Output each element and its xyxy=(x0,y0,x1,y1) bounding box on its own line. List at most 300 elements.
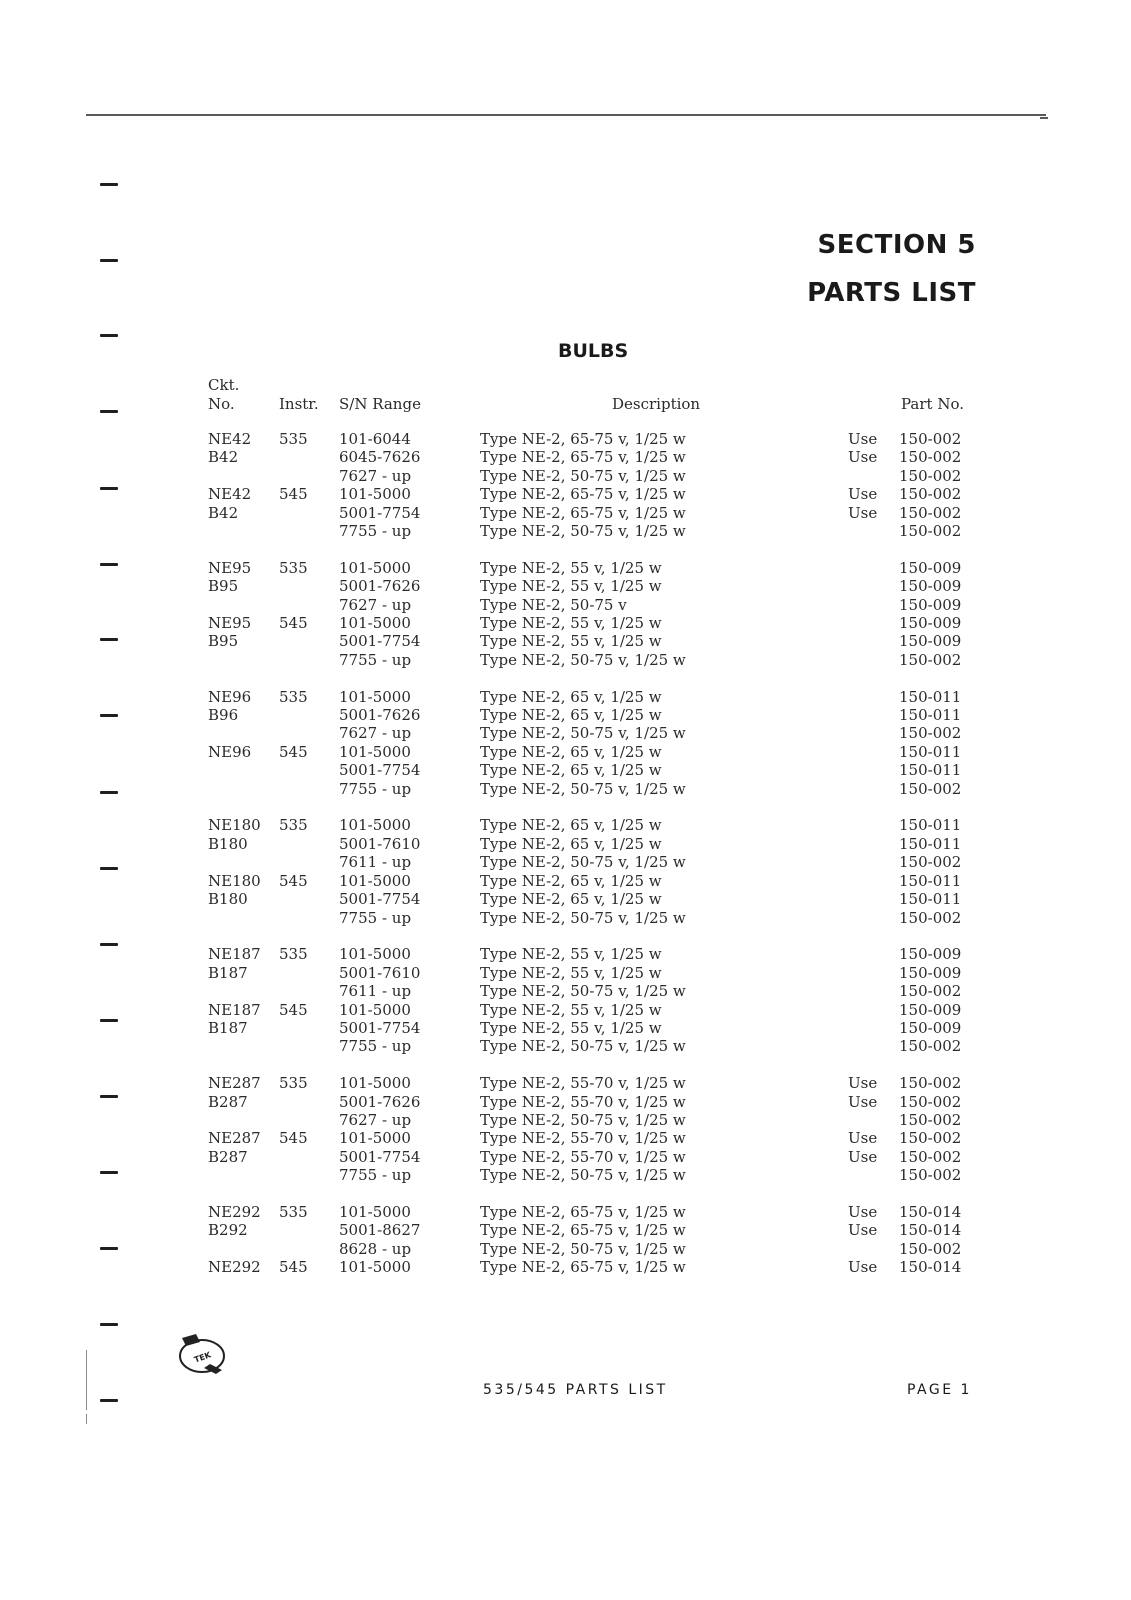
table-row xyxy=(208,1240,969,1258)
cell-part-no: 150-002 xyxy=(899,448,962,467)
table-row xyxy=(208,945,969,963)
cell-part-no: 150-002 xyxy=(899,503,962,522)
cell-sn-range: 7755 - up xyxy=(339,1037,412,1056)
cell-sn-range: 101-5000 xyxy=(339,485,411,504)
cell-part-no: 150-002 xyxy=(899,1110,962,1129)
cell-sn-range: 5001-7754 xyxy=(339,890,421,909)
cell-instr: 545 xyxy=(279,742,308,761)
cell-instr xyxy=(279,780,339,798)
table-row xyxy=(208,1019,969,1037)
cell-description: Type NE-2, 50-75 v, 1/25 w xyxy=(480,1166,686,1185)
table-row xyxy=(208,1093,969,1111)
table-row xyxy=(208,909,969,927)
cell-use: Use xyxy=(848,485,878,504)
table-row xyxy=(208,1221,969,1239)
cell-description: Type NE-2, 65-75 v, 1/25 w xyxy=(480,1258,686,1277)
cell-ckt: NE187 xyxy=(208,945,261,964)
cell-ckt xyxy=(208,596,279,614)
table-row xyxy=(208,780,969,798)
cell-ckt xyxy=(208,1037,279,1055)
cell-description: Type NE-2, 55-70 v, 1/25 w xyxy=(480,1092,686,1111)
table-row xyxy=(208,632,969,650)
cell-description: Type NE-2, 55 v, 1/25 w xyxy=(480,1000,662,1019)
table-row xyxy=(208,1074,969,1092)
group-spacer xyxy=(208,1185,969,1203)
cell-part-no: 150-002 xyxy=(899,1129,962,1148)
cell-description: Type NE-2, 55 v, 1/25 w xyxy=(480,1018,662,1037)
cell-sn-range: 7755 - up xyxy=(339,779,412,798)
cell-sn-range: 7755 - up xyxy=(339,650,412,669)
margin-mark xyxy=(100,791,118,794)
cell-sn-range: 101-5000 xyxy=(339,1258,411,1277)
cell-sn-range: 5001-7626 xyxy=(339,577,421,596)
cell-sn-range: 7611 - up xyxy=(339,853,412,872)
margin-mark xyxy=(100,1399,118,1402)
cell-instr xyxy=(279,651,339,669)
cell-ckt: B42 xyxy=(208,448,239,467)
col-description: Description xyxy=(612,395,701,413)
cell-instr: 535 xyxy=(279,687,308,706)
cell-description: Type NE-2, 65 v, 1/25 w xyxy=(480,816,662,835)
cell-use: Use xyxy=(848,503,878,522)
table-row xyxy=(208,743,969,761)
table-row xyxy=(208,982,969,1000)
cell-instr xyxy=(279,835,339,853)
cell-instr: 545 xyxy=(279,1129,308,1148)
cell-description: Type NE-2, 55 v, 1/25 w xyxy=(480,963,662,982)
cell-instr xyxy=(279,522,339,540)
cell-description: Type NE-2, 65 v, 1/25 w xyxy=(480,687,662,706)
cell-part-no: 150-002 xyxy=(899,1037,962,1056)
cell-ckt: B180 xyxy=(208,890,248,909)
cell-description: Type NE-2, 55 v, 1/25 w xyxy=(480,558,662,577)
cell-instr xyxy=(279,467,339,485)
cell-part-no: 150-011 xyxy=(899,687,962,706)
cell-sn-range: 7611 - up xyxy=(339,982,412,1001)
cell-ckt: B287 xyxy=(208,1092,248,1111)
group-spacer xyxy=(208,669,969,687)
col-ckt-line2: No. xyxy=(208,395,235,413)
table-row xyxy=(208,430,969,448)
parts-table xyxy=(208,430,969,1277)
cell-sn-range: 5001-7754 xyxy=(339,1147,421,1166)
cell-part-no: 150-002 xyxy=(899,1147,962,1166)
cell-instr xyxy=(279,1111,339,1129)
cell-part-no: 150-011 xyxy=(899,871,962,890)
cell-part-no: 150-002 xyxy=(899,982,962,1001)
table-row xyxy=(208,706,969,724)
cell-instr: 535 xyxy=(279,816,308,835)
cell-sn-range: 101-5000 xyxy=(339,1129,411,1148)
cell-use xyxy=(848,816,899,834)
cell-part-no: 150-009 xyxy=(899,577,962,596)
table-row xyxy=(208,1001,969,1019)
cell-sn-range: 101-5000 xyxy=(339,742,411,761)
cell-part-no: 150-002 xyxy=(899,430,962,448)
cell-part-no: 150-002 xyxy=(899,522,962,541)
cell-use: Use xyxy=(848,1147,878,1166)
cell-ckt xyxy=(208,1240,279,1258)
cell-ckt xyxy=(208,761,279,779)
cell-description: Type NE-2, 50-75 v, 1/25 w xyxy=(480,853,686,872)
cell-part-no: 150-009 xyxy=(899,945,962,964)
cell-ckt: B95 xyxy=(208,577,239,596)
cell-part-no: 150-009 xyxy=(899,1018,962,1037)
margin-mark xyxy=(100,867,118,870)
table-row xyxy=(208,651,969,669)
cell-use xyxy=(848,632,899,650)
cell-use xyxy=(848,614,899,632)
table-row xyxy=(208,614,969,632)
cell-instr xyxy=(279,1093,339,1111)
cell-description: Type NE-2, 55 v, 1/25 w xyxy=(480,945,662,964)
table-row xyxy=(208,559,969,577)
cell-description: Type NE-2, 65 v, 1/25 w xyxy=(480,742,662,761)
group-spacer xyxy=(208,540,969,558)
cell-ckt xyxy=(208,467,279,485)
cell-instr xyxy=(279,724,339,742)
cell-ckt: B187 xyxy=(208,963,248,982)
margin-mark xyxy=(100,1247,118,1250)
cell-sn-range: 5001-7754 xyxy=(339,632,421,651)
table-row xyxy=(208,596,969,614)
margin-mark xyxy=(100,487,118,490)
cell-ckt: NE96 xyxy=(208,687,252,706)
cell-ckt: NE95 xyxy=(208,558,252,577)
table-row xyxy=(208,1111,969,1129)
col-ckt-line1: Ckt. xyxy=(208,376,240,394)
cell-description: Type NE-2, 65-75 v, 1/25 w xyxy=(480,1202,686,1221)
page-title: PARTS LIST xyxy=(807,278,976,308)
cell-instr xyxy=(279,706,339,724)
cell-sn-range: 7627 - up xyxy=(339,1110,412,1129)
group-spacer xyxy=(208,1056,969,1074)
cell-instr: 535 xyxy=(279,430,308,448)
margin-mark xyxy=(100,183,118,186)
cell-use xyxy=(848,1019,899,1037)
cell-use: Use xyxy=(848,1092,878,1111)
cell-ckt: B180 xyxy=(208,834,248,853)
cell-ckt: B292 xyxy=(208,1221,248,1240)
margin-mark xyxy=(100,410,118,413)
cell-ckt: NE42 xyxy=(208,430,252,448)
cell-part-no: 150-009 xyxy=(899,614,962,633)
cell-use xyxy=(848,835,899,853)
margin-mark xyxy=(100,638,118,641)
cell-part-no: 150-002 xyxy=(899,1166,962,1185)
cell-instr xyxy=(279,890,339,908)
cell-instr xyxy=(279,448,339,466)
col-sn-range: S/N Range xyxy=(339,395,421,413)
cell-sn-range: 5001-7754 xyxy=(339,761,421,780)
tektronix-logo-icon xyxy=(176,1330,228,1378)
footer-title: 535/545 PARTS LIST xyxy=(483,1382,668,1398)
cell-part-no: 150-002 xyxy=(899,485,962,504)
margin-mark xyxy=(100,259,118,262)
cell-ckt: NE292 xyxy=(208,1258,261,1277)
cell-sn-range: 101-5000 xyxy=(339,614,411,633)
cell-ckt: B95 xyxy=(208,632,239,651)
cell-part-no: 150-002 xyxy=(899,650,962,669)
cell-use xyxy=(848,890,899,908)
cell-part-no: 150-002 xyxy=(899,724,962,743)
cell-part-no: 150-011 xyxy=(899,816,962,835)
cell-description: Type NE-2, 50-75 v, 1/25 w xyxy=(480,1239,686,1258)
cell-part-no: 150-002 xyxy=(899,1092,962,1111)
cell-instr: 535 xyxy=(279,945,308,964)
cell-instr: 535 xyxy=(279,1074,308,1093)
cell-part-no: 150-002 xyxy=(899,853,962,872)
cell-use xyxy=(848,1001,899,1019)
cell-part-no: 150-014 xyxy=(899,1258,962,1277)
cell-ckt xyxy=(208,522,279,540)
cell-sn-range: 7627 - up xyxy=(339,724,412,743)
cell-description: Type NE-2, 55-70 v, 1/25 w xyxy=(480,1129,686,1148)
cell-use xyxy=(848,1166,899,1184)
cell-sn-range: 101-5000 xyxy=(339,1202,411,1221)
cell-description: Type NE-2, 65 v, 1/25 w xyxy=(480,761,662,780)
cell-part-no: 150-002 xyxy=(899,908,962,927)
cell-sn-range: 6045-7626 xyxy=(339,448,421,467)
cell-part-no: 150-002 xyxy=(899,1074,962,1093)
table-row xyxy=(208,853,969,871)
table-row xyxy=(208,835,969,853)
table-row xyxy=(208,890,969,908)
section-number: SECTION 5 xyxy=(817,230,976,260)
table-row xyxy=(208,964,969,982)
cell-ckt xyxy=(208,780,279,798)
cell-ckt: NE292 xyxy=(208,1202,261,1221)
cell-ckt xyxy=(208,1166,279,1184)
cell-description: Type NE-2, 65 v, 1/25 w xyxy=(480,706,662,725)
cell-instr xyxy=(279,577,339,595)
table-row xyxy=(208,504,969,522)
cell-ckt: B287 xyxy=(208,1147,248,1166)
cell-description: Type NE-2, 65 v, 1/25 w xyxy=(480,871,662,890)
cell-description: Type NE-2, 50-75 v, 1/25 w xyxy=(480,724,686,743)
cell-ckt xyxy=(208,651,279,669)
cell-use xyxy=(848,706,899,724)
cell-instr xyxy=(279,504,339,522)
cell-instr: 535 xyxy=(279,558,308,577)
cell-part-no: 150-009 xyxy=(899,963,962,982)
cell-part-no: 150-002 xyxy=(899,779,962,798)
cell-description: Type NE-2, 50-75 v xyxy=(480,595,627,614)
cell-part-no: 150-009 xyxy=(899,1000,962,1019)
table-row xyxy=(208,467,969,485)
cell-use xyxy=(848,522,899,540)
cell-use xyxy=(848,596,899,614)
cell-use xyxy=(848,651,899,669)
cell-part-no: 150-011 xyxy=(899,834,962,853)
cell-part-no: 150-011 xyxy=(899,761,962,780)
cell-instr xyxy=(279,761,339,779)
cell-ckt: NE42 xyxy=(208,485,252,504)
cell-ckt: B42 xyxy=(208,503,239,522)
cell-use xyxy=(848,743,899,761)
table-row xyxy=(208,485,969,503)
table-row xyxy=(208,522,969,540)
cell-instr xyxy=(279,1166,339,1184)
cell-instr xyxy=(279,1240,339,1258)
cell-description: Type NE-2, 50-75 v, 1/25 w xyxy=(480,908,686,927)
cell-sn-range: 7627 - up xyxy=(339,595,412,614)
margin-mark xyxy=(100,1019,118,1022)
cell-sn-range: 5001-7626 xyxy=(339,706,421,725)
cell-sn-range: 101-5000 xyxy=(339,558,411,577)
cell-part-no: 150-011 xyxy=(899,742,962,761)
cell-use xyxy=(848,1111,899,1129)
cell-description: Type NE-2, 65-75 v, 1/25 w xyxy=(480,1221,686,1240)
cell-description: Type NE-2, 50-75 v, 1/25 w xyxy=(480,1110,686,1129)
cell-instr xyxy=(279,982,339,1000)
cell-instr xyxy=(279,632,339,650)
cell-description: Type NE-2, 65-75 v, 1/25 w xyxy=(480,448,686,467)
cell-instr: 535 xyxy=(279,1202,308,1221)
cell-use xyxy=(848,909,899,927)
cell-use xyxy=(848,945,899,963)
cell-instr xyxy=(279,853,339,871)
cell-instr: 545 xyxy=(279,614,308,633)
cell-sn-range: 101-5000 xyxy=(339,1074,411,1093)
table-row xyxy=(208,448,969,466)
table-row xyxy=(208,724,969,742)
cell-ckt: NE287 xyxy=(208,1129,261,1148)
cell-use xyxy=(848,780,899,798)
cell-instr: 545 xyxy=(279,1000,308,1019)
margin-mark xyxy=(100,1095,118,1098)
cell-part-no: 150-009 xyxy=(899,595,962,614)
cell-description: Type NE-2, 55-70 v, 1/25 w xyxy=(480,1074,686,1093)
cell-use: Use xyxy=(848,1202,878,1221)
cell-description: Type NE-2, 50-75 v, 1/25 w xyxy=(480,522,686,541)
cell-use xyxy=(848,688,899,706)
cell-use xyxy=(848,853,899,871)
cell-instr xyxy=(279,964,339,982)
table-row xyxy=(208,1037,969,1055)
cell-description: Type NE-2, 50-75 v, 1/25 w xyxy=(480,982,686,1001)
cell-instr xyxy=(279,1037,339,1055)
group-spacer xyxy=(208,798,969,816)
margin-line xyxy=(86,1350,87,1410)
cell-sn-range: 5001-7754 xyxy=(339,503,421,522)
cell-description: Type NE-2, 50-75 v, 1/25 w xyxy=(480,466,686,485)
cell-part-no: 150-014 xyxy=(899,1221,962,1240)
cell-use: Use xyxy=(848,1074,878,1093)
cell-use xyxy=(848,724,899,742)
cell-part-no: 150-002 xyxy=(899,466,962,485)
cell-ckt: B187 xyxy=(208,1018,248,1037)
cell-use xyxy=(848,467,899,485)
table-row xyxy=(208,577,969,595)
col-instr: Instr. xyxy=(279,395,319,413)
cell-use: Use xyxy=(848,448,878,467)
top-rule xyxy=(86,114,1046,116)
cell-description: Type NE-2, 50-75 v, 1/25 w xyxy=(480,779,686,798)
cell-description: Type NE-2, 55-70 v, 1/25 w xyxy=(480,1147,686,1166)
cell-description: Type NE-2, 55 v, 1/25 w xyxy=(480,614,662,633)
table-row xyxy=(208,872,969,890)
cell-description: Type NE-2, 65-75 v, 1/25 w xyxy=(480,485,686,504)
group-spacer xyxy=(208,927,969,945)
cell-ckt xyxy=(208,853,279,871)
table-row xyxy=(208,1166,969,1184)
cell-sn-range: 5001-7610 xyxy=(339,834,421,853)
cell-use xyxy=(848,761,899,779)
table-row xyxy=(208,816,969,834)
cell-ckt xyxy=(208,724,279,742)
margin-mark xyxy=(100,1171,118,1174)
margin-mark xyxy=(100,714,118,717)
cell-description: Type NE-2, 55 v, 1/25 w xyxy=(480,577,662,596)
cell-use: Use xyxy=(848,1221,878,1240)
cell-sn-range: 5001-8627 xyxy=(339,1221,421,1240)
margin-mark xyxy=(100,943,118,946)
cell-ckt xyxy=(208,909,279,927)
cell-instr: 545 xyxy=(279,871,308,890)
cell-use xyxy=(848,559,899,577)
cell-use: Use xyxy=(848,430,878,448)
cell-sn-range: 7755 - up xyxy=(339,1166,412,1185)
cell-sn-range: 7627 - up xyxy=(339,466,412,485)
cell-sn-range: 101-6044 xyxy=(339,430,411,448)
col-part-no: Part No. xyxy=(901,395,964,413)
cell-sn-range: 5001-7754 xyxy=(339,1018,421,1037)
table-row xyxy=(208,1258,969,1276)
table-row xyxy=(208,1129,969,1147)
cell-use: Use xyxy=(848,1258,878,1277)
margin-line xyxy=(86,1414,87,1424)
cell-sn-range: 7755 - up xyxy=(339,908,412,927)
cell-sn-range: 101-5000 xyxy=(339,687,411,706)
cell-part-no: 150-011 xyxy=(899,890,962,909)
cell-ckt: NE180 xyxy=(208,871,261,890)
table-row xyxy=(208,1203,969,1221)
table-row xyxy=(208,1148,969,1166)
svg-text:TEK: TEK xyxy=(192,1350,213,1365)
table-row xyxy=(208,761,969,779)
cell-description: Type NE-2, 65 v, 1/25 w xyxy=(480,890,662,909)
cell-use xyxy=(848,1037,899,1055)
cell-instr: 545 xyxy=(279,1258,308,1277)
cell-description: Type NE-2, 50-75 v, 1/25 w xyxy=(480,1037,686,1056)
cell-description: Type NE-2, 65 v, 1/25 w xyxy=(480,834,662,853)
cell-part-no: 150-002 xyxy=(899,1239,962,1258)
cell-use xyxy=(848,577,899,595)
table-row xyxy=(208,688,969,706)
cell-instr xyxy=(279,1148,339,1166)
margin-mark xyxy=(100,334,118,337)
cell-sn-range: 101-5000 xyxy=(339,1000,411,1019)
top-rule-tick xyxy=(1040,117,1048,119)
cell-instr: 545 xyxy=(279,485,308,504)
cell-ckt: NE287 xyxy=(208,1074,261,1093)
margin-mark xyxy=(100,1323,118,1326)
cell-use xyxy=(848,1240,899,1258)
cell-description: Type NE-2, 50-75 v, 1/25 w xyxy=(480,650,686,669)
cell-description: Type NE-2, 65-75 v, 1/25 w xyxy=(480,430,686,448)
cell-part-no: 150-009 xyxy=(899,558,962,577)
cell-instr xyxy=(279,909,339,927)
cell-part-no: 150-011 xyxy=(899,706,962,725)
page-number: PAGE 1 xyxy=(907,1382,972,1398)
cell-sn-range: 101-5000 xyxy=(339,871,411,890)
cell-instr xyxy=(279,1019,339,1037)
cell-sn-range: 101-5000 xyxy=(339,945,411,964)
cell-ckt xyxy=(208,982,279,1000)
cell-sn-range: 7755 - up xyxy=(339,522,412,541)
cell-part-no: 150-009 xyxy=(899,632,962,651)
